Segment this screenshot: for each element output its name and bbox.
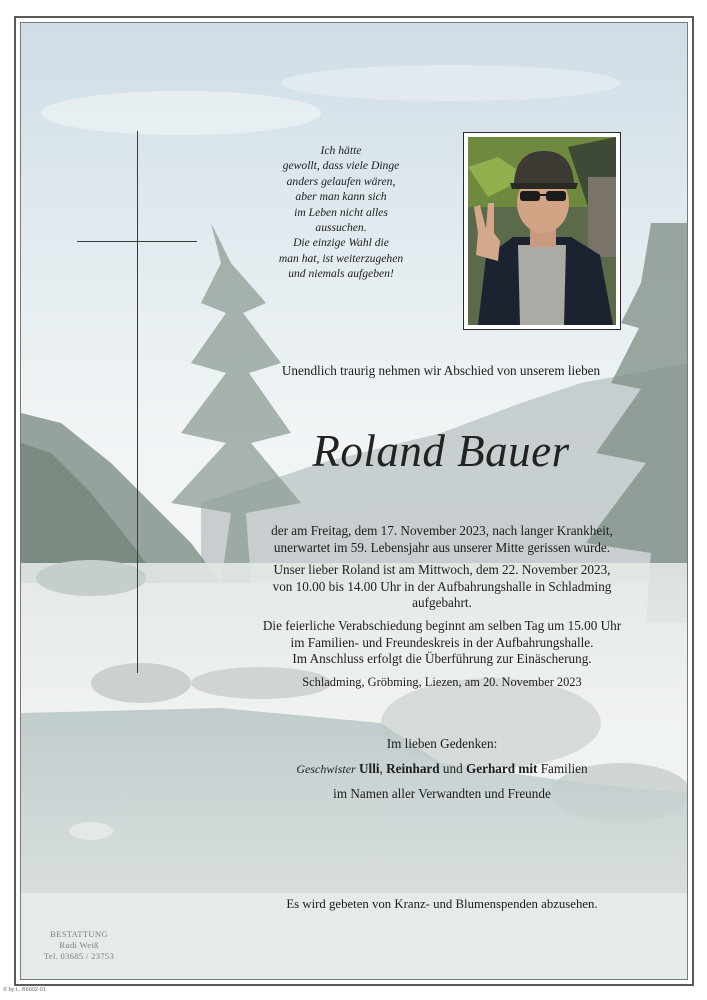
quote-line: gewollt, dass viele Dinge (282, 159, 400, 173)
card (20, 22, 688, 980)
text-line: Unser lieber Roland ist am Mittwoch, dem 22. November 2023, (273, 562, 611, 578)
text-line: Im Anschluss erfolgt die Überführung zur Einäscherung. (292, 651, 592, 667)
sibling-name: Reinhard (386, 761, 440, 776)
death-paragraph (235, 523, 649, 556)
conjunction: und (442, 761, 463, 776)
cross-vertical-bar (137, 131, 138, 673)
quote-line: im Leben nicht alles (294, 205, 388, 219)
undertaker-line: Tel. 03685 / 23753 (43, 951, 115, 961)
siblings-label: Geschwister (296, 762, 356, 776)
text-line: aufgebahrt. (412, 595, 472, 611)
place-and-date: Schladming, Gröbming, Liezen, am 20. November 2023 (302, 674, 582, 689)
undertaker-stamp (39, 929, 119, 962)
deceased-name: Roland Bauer (312, 426, 570, 476)
conjunction-bold: mit (518, 761, 538, 776)
undertaker-line: BESTATTUNG (50, 929, 108, 939)
quote-line: anders gelaufen wären, (286, 174, 396, 188)
quote-line: und niemals aufgeben! (288, 267, 394, 281)
memorial-quote (271, 143, 411, 282)
memory-heading: Im lieben Gedenken: (386, 736, 498, 751)
announcement-text (235, 523, 649, 690)
donation-request: Es wird gebeten von Kranz- und Blumenspenden abzusehen. (286, 897, 598, 911)
quote-line: man hat, ist weiterzugehen (278, 251, 404, 265)
quote-line: aussuchen. (315, 221, 367, 235)
text-line: im Familien- und Freundeskreis in der Aufbahrungshalle. (290, 634, 594, 650)
intro-line: Unendlich traurig nehmen wir Abschied von unserem lieben (281, 363, 601, 378)
quote-line: Die einzige Wahl die (293, 236, 389, 250)
undertaker-line: Rudi Weiß (59, 940, 99, 950)
portrait-frame (463, 132, 621, 330)
mourners-section (235, 735, 649, 810)
sibling-name: Gerhard (465, 761, 516, 776)
text-line: unerwartet im 59. Lebensjahr aus unserer Mitte gerissen wurde. (273, 539, 611, 555)
siblings-line: Geschwister Ulli, Reinhard und Gerhard mit Familien (296, 761, 588, 776)
text-line: von 10.00 bis 14.00 Uhr in der Aufbahrungshalle in Schladming (272, 578, 612, 594)
families-word: Familien (540, 761, 588, 776)
ceremony-paragraph (235, 618, 649, 668)
viewing-paragraph (235, 562, 649, 612)
print-code: © by L. B6002-01 (3, 987, 46, 993)
sibling-name: Ulli (359, 761, 380, 776)
quote-line: Ich hätte (320, 144, 362, 157)
relatives-line: im Namen aller Verwandten und Freunde (333, 786, 551, 801)
cross-horizontal-bar (77, 241, 197, 242)
quote-line: aber man kann sich (295, 190, 387, 204)
text-line: der am Freitag, dem 17. November 2023, nach langer Krankheit, (271, 523, 613, 538)
portrait-photo (468, 137, 616, 325)
text-line: Die feierliche Verabschiedung beginnt am selben Tag um 15.00 Uhr (262, 617, 622, 633)
